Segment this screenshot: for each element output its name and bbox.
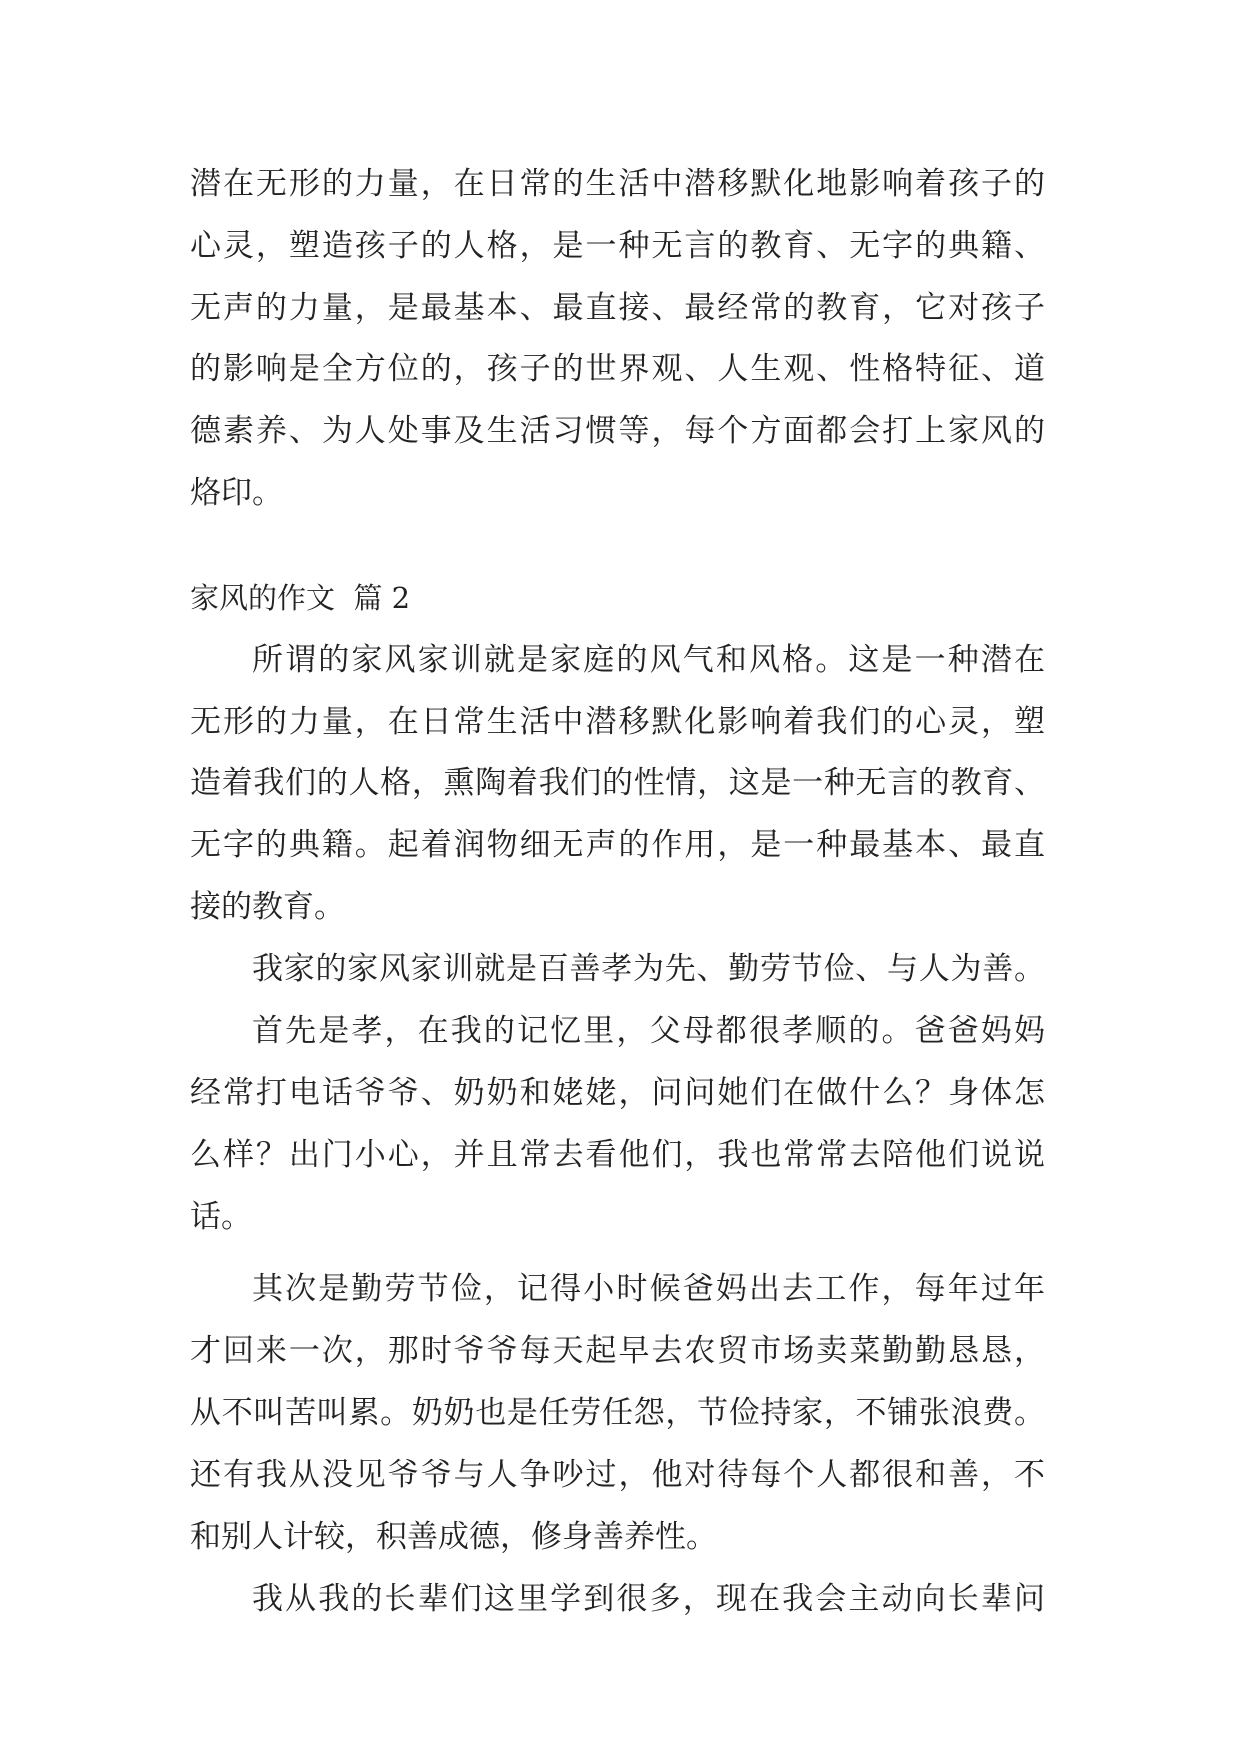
text-line: 所谓的家风家训就是家庭的风气和风格。这是一种潜在 [252, 642, 1045, 678]
text-line: 无字的典籍。起着润物细无声的作用，是一种最基本、最直 [190, 827, 1045, 863]
text-line: 接的教育。 [190, 889, 345, 925]
text-line: 么样？出门小心，并且常去看他们，我也常常去陪他们说说 [190, 1137, 1045, 1173]
text-line: 造着我们的人格，熏陶着我们的性情，这是一种无言的教育、 [190, 765, 1045, 801]
text-line: 才回来一次，那时爷爷每天起早去农贸市场卖菜勤勤恳恳， [190, 1333, 1045, 1369]
text-line: 和别人计较，积善成德，修身善养性。 [190, 1519, 717, 1555]
text-line: 德素养、为人处事及生活习惯等，每个方面都会打上家风的 [190, 413, 1045, 449]
text-line: 从不叫苦叫累。奶奶也是任劳任怨，节俭持家，不铺张浪费。 [190, 1395, 1045, 1431]
section-heading: 家风的作文 篇 2 [190, 581, 411, 615]
text-line: 话。 [190, 1199, 252, 1235]
text-line: 还有我从没见爷爷与人争吵过，他对待每个人都很和善，不 [190, 1457, 1045, 1493]
text-line: 心灵，塑造孩子的人格，是一种无言的教育、无字的典籍、 [190, 228, 1045, 264]
text-line: 烙印。 [190, 475, 283, 511]
text-line: 我从我的长辈们这里学到很多，现在我会主动向长辈问 [252, 1581, 1045, 1617]
text-line: 无形的力量，在日常生活中潜移默化影响着我们的心灵，塑 [190, 704, 1045, 740]
text-line: 我家的家风家训就是百善孝为先、勤劳节俭、与人为善。 [252, 951, 1045, 987]
text-line: 经常打电话爷爷、奶奶和姥姥，问问她们在做什么？身体怎 [190, 1075, 1045, 1111]
text-line: 首先是孝，在我的记忆里，父母都很孝顺的。爸爸妈妈 [252, 1013, 1045, 1049]
text-line: 的影响是全方位的，孩子的世界观、人生观、性格特征、道 [190, 351, 1045, 387]
text-line: 无声的力量，是最基本、最直接、最经常的教育，它对孩子 [190, 290, 1045, 326]
text-line: 潜在无形的力量，在日常的生活中潜移默化地影响着孩子的 [190, 166, 1045, 202]
text-line: 其次是勤劳节俭，记得小时候爸妈出去工作，每年过年 [252, 1271, 1045, 1307]
